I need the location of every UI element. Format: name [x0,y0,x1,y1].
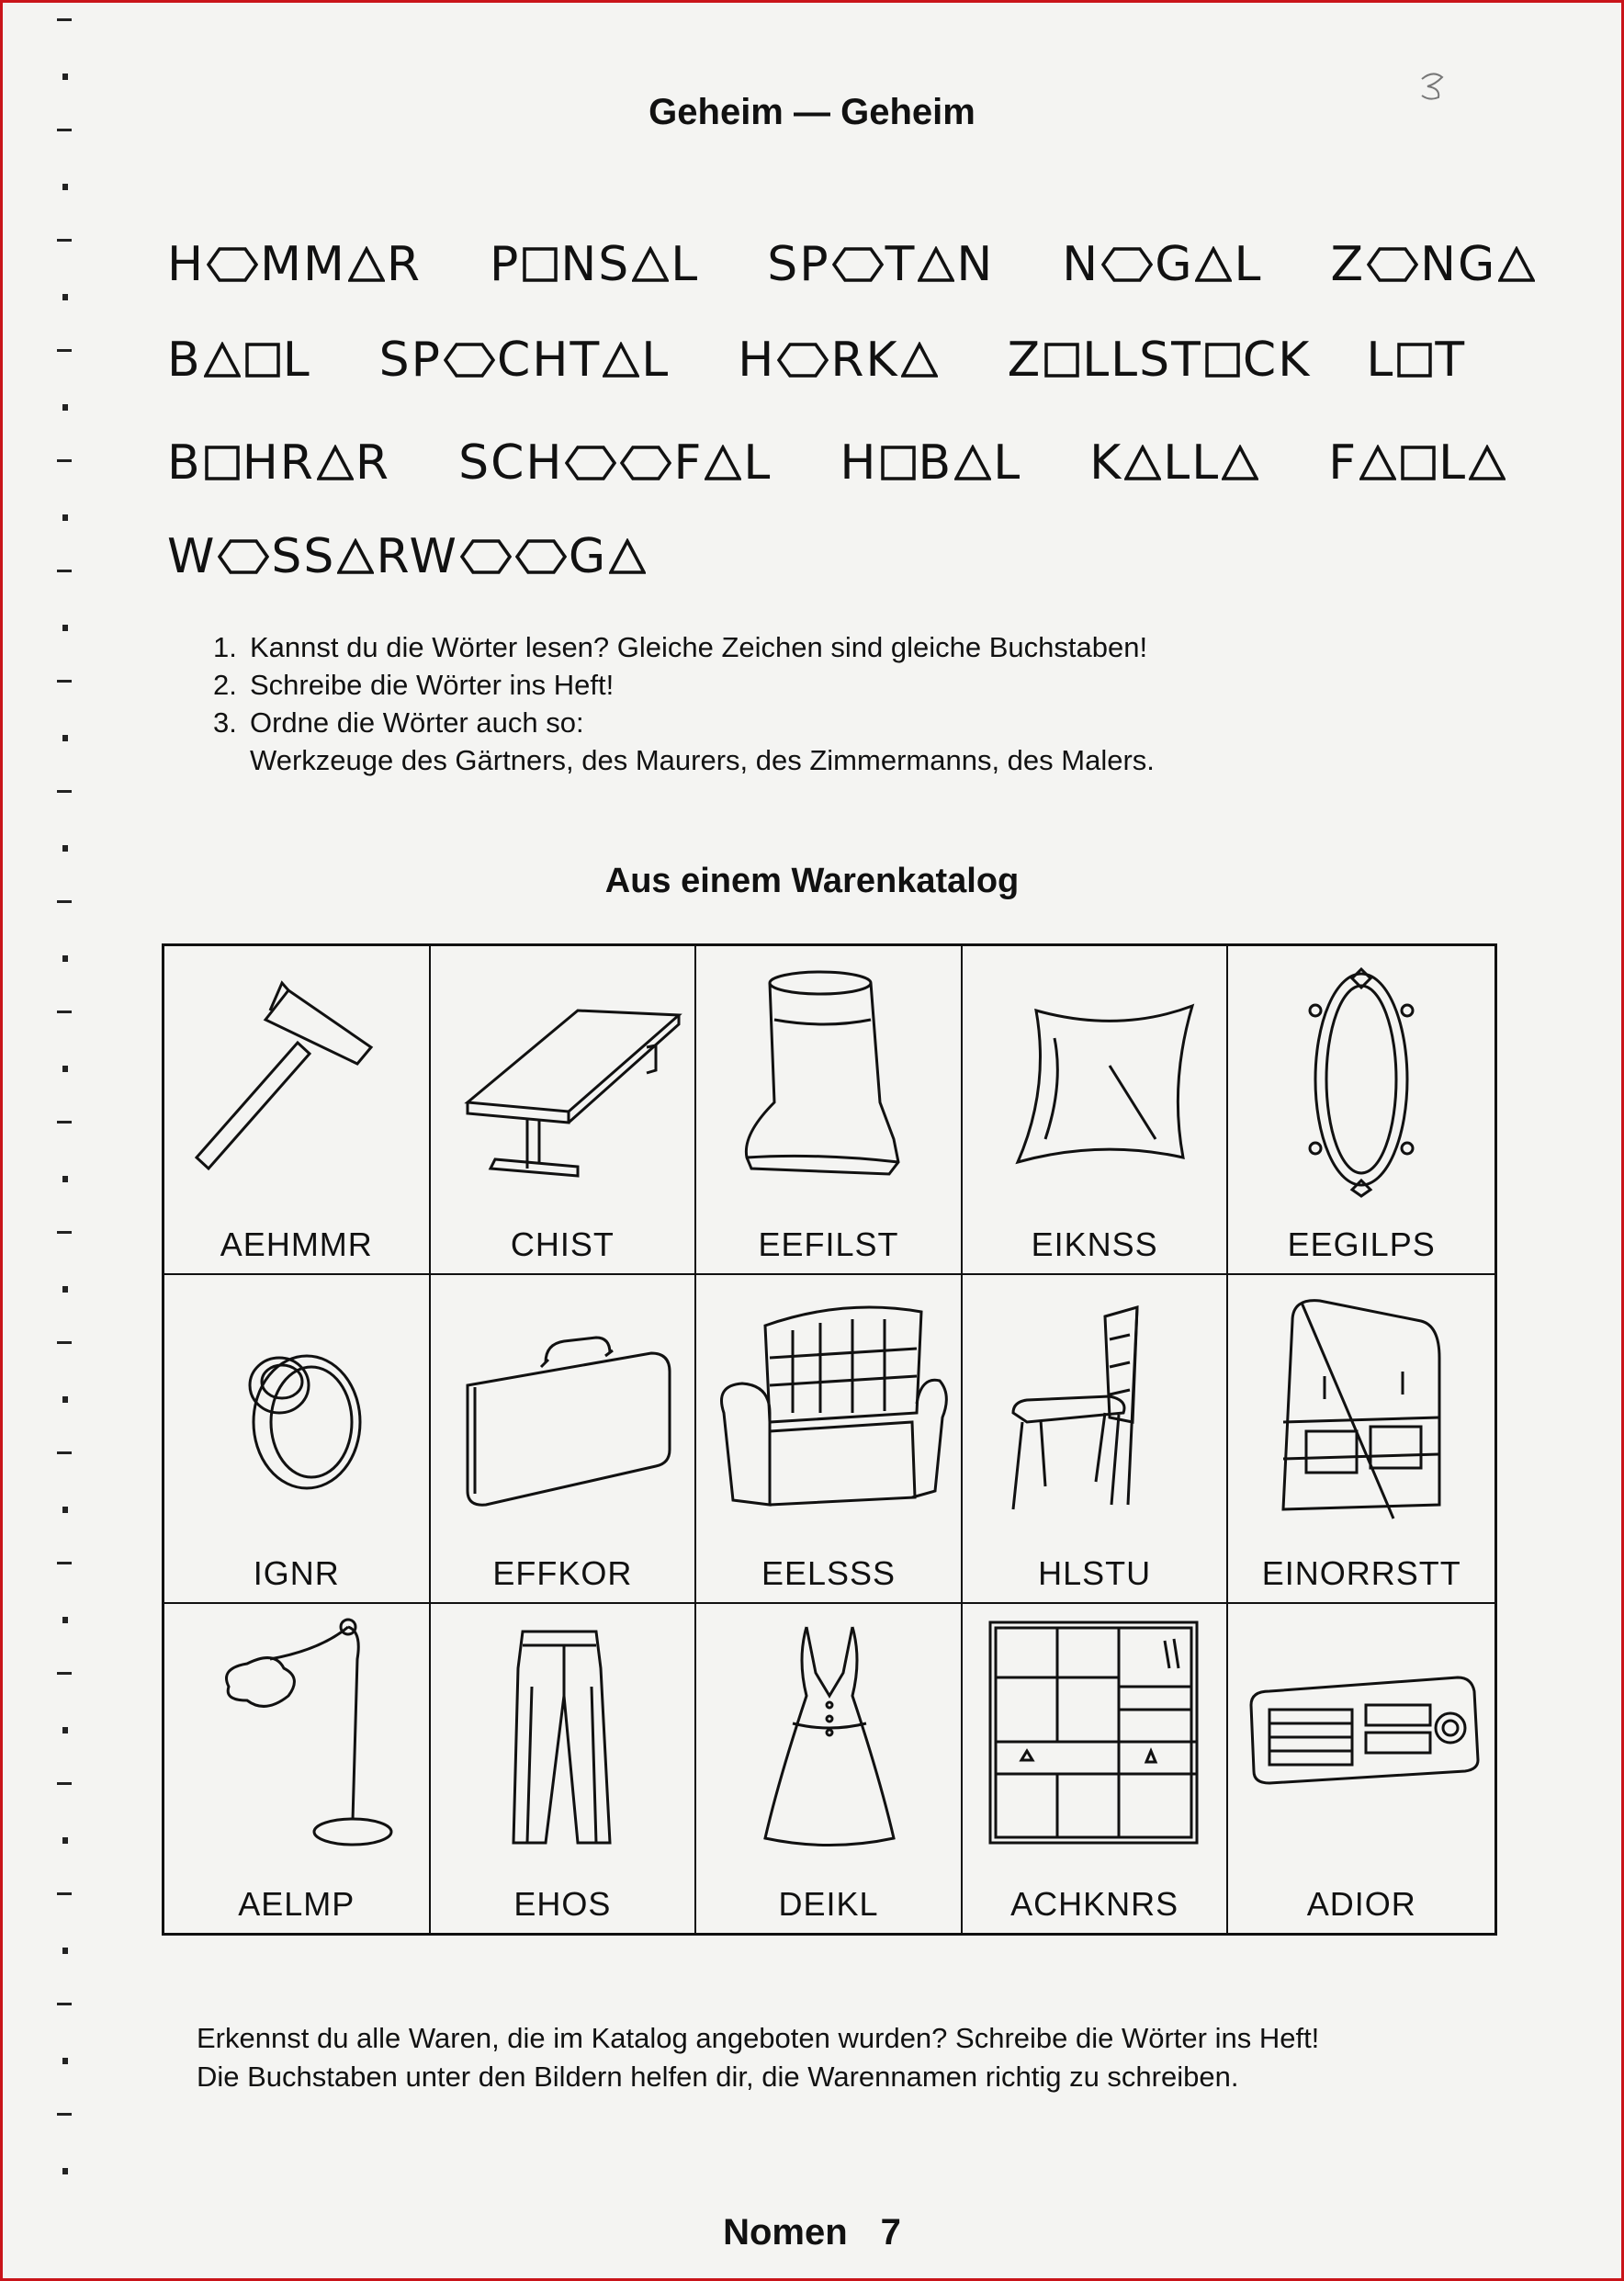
catalog-cell [696,946,963,1275]
triangle-icon [705,445,741,481]
hexagon-icon [218,538,269,575]
code-word: K LL [1089,435,1260,491]
binding-mark [57,2003,72,2005]
catalog-cell [431,946,697,1275]
dress-icon [705,1613,953,1861]
binding-mark [62,1948,68,1954]
item-label: ADIOR [1306,1885,1416,1923]
binding-mark [57,1341,72,1344]
code-line-3 [167,426,1508,500]
binding-mark [62,845,68,852]
binding-mark [62,1396,68,1403]
code-word: H RK [738,333,939,388]
binding-mark [57,1672,72,1675]
triangle-icon [317,445,354,481]
ring-icon [174,1284,422,1532]
item-label: EHOS [513,1885,612,1923]
item-label: ACHKNRS [1010,1885,1179,1923]
hexagon-icon [565,445,616,481]
hexagon-icon [444,342,495,378]
catalog-cell [963,1275,1229,1604]
code-word: SP T N [767,237,995,292]
code-word: SCH F L [458,435,773,491]
binding-mark [57,1011,72,1013]
catalog-cell [164,946,431,1275]
binding-mark [57,570,72,572]
footer-section: Nomen [723,2212,848,2253]
trousers-icon [440,1613,688,1861]
binding-mark [62,184,68,190]
hexagon-icon [1101,246,1153,283]
triangle-icon [1469,445,1506,481]
binding-mark [62,735,68,741]
corner-scribble [1415,68,1455,109]
triangle-icon [1498,246,1535,283]
task-list [213,628,1407,779]
mirror-icon [1237,955,1485,1203]
item-label: IGNR [253,1554,340,1592]
binding-mark [57,1231,72,1234]
triangle-icon [609,538,646,575]
binding-mark [57,239,72,242]
triangle-icon [632,246,669,283]
square-icon [1043,342,1080,378]
square-icon [1204,342,1241,378]
code-word: F L [1328,435,1507,491]
item-label: AEHMMR [220,1225,373,1263]
radio-icon [1237,1613,1485,1861]
item-label: EIKNSS [1031,1225,1158,1263]
code-word: B L [167,333,311,388]
binding-mark [62,1066,68,1072]
hammer-icon [174,955,422,1203]
triangle-icon [1359,445,1396,481]
catalog-cell [1228,946,1494,1275]
catalog-cell [696,1275,963,1604]
square-icon [880,445,917,481]
code-line-2 [167,323,1508,397]
catalog-cell [963,1604,1229,1933]
catalog-cell [164,1275,431,1604]
catalog-cell [963,946,1229,1275]
page-number: 7 [880,2212,901,2253]
triangle-icon [204,342,241,378]
code-word: N G L [1062,237,1263,292]
cupboard-icon [972,1613,1220,1861]
code-word: Z LLST CK [1007,333,1312,388]
table-icon [440,955,688,1203]
binding-mark [57,1892,72,1895]
binding-mark [57,790,72,793]
binding-mark [62,1286,68,1293]
item-label: EEFILST [758,1225,899,1263]
item-label: CHIST [510,1225,615,1263]
hexagon-icon [515,538,567,575]
triangle-icon [954,445,991,481]
suitcase-icon [440,1284,688,1532]
triangle-icon [348,246,385,283]
task-item: 2. Schreibe die Wörter ins Heft! [213,669,615,701]
code-word: W SS RW G [167,529,648,584]
binding-mark [57,1451,72,1454]
binding-mark [57,349,72,352]
code-word: H B L [840,435,1022,491]
triangle-icon [337,538,374,575]
binding-mark [62,404,68,411]
triangle-icon [901,342,938,378]
binding-mark [57,459,72,462]
triangle-icon [1195,246,1232,283]
item-label: EELSSS [761,1554,897,1592]
instruction-line: Die Buchstaben unter den Bildern helfen dir, die Warennamen richtig zu schreiben. [197,2061,1239,2093]
code-line-4 [167,520,1508,593]
triangle-icon [1124,445,1161,481]
lamp-icon [174,1613,422,1861]
instruction-line: Erkennst du alle Waren, die im Katalog angeboten wurden? Schreibe die Wörter ins Heft! [197,2022,1320,2054]
binding-mark [62,1507,68,1513]
pillow-icon [972,955,1220,1203]
hexagon-icon [460,538,512,575]
item-label: EFFKOR [492,1554,633,1592]
binding-mark [62,514,68,521]
task-item: Werkzeuge des Gärtners, des Maurers, des Zimmermanns, des Malers. [250,744,1155,776]
binding-mark [62,955,68,962]
page-footer [0,2212,1624,2253]
square-icon [244,342,281,378]
hexagon-icon [777,342,829,378]
catalog-cell [164,1604,431,1933]
boot-icon [705,955,953,1203]
item-label: EEGILPS [1287,1225,1436,1263]
triangle-icon [603,342,639,378]
binding-marks [57,18,73,2260]
binding-mark [57,1782,72,1785]
binding-mark [57,1562,72,1564]
item-label: HLSTU [1038,1554,1152,1592]
binding-mark [62,625,68,631]
binding-mark [62,294,68,300]
catalog-cell [431,1604,697,1933]
square-icon [204,445,241,481]
code-word: Z NG [1330,237,1537,292]
task-item: 3. Ordne die Wörter auch so: [213,706,584,739]
binding-mark [62,1727,68,1733]
code-word: H MM R [167,237,422,292]
item-label: DEIKL [778,1885,879,1923]
item-label: AELMP [238,1885,355,1923]
catalog-cell [1228,1275,1494,1604]
catalog-title: Aus einem Warenkatalog [604,862,1020,900]
code-word: SP CHT L [378,333,671,388]
binding-mark [57,680,72,683]
catalog-grid [162,943,1497,1936]
binding-mark [57,1121,72,1124]
binding-mark [62,1837,68,1844]
binding-mark [62,1176,68,1182]
hexagon-icon [620,445,671,481]
hexagon-icon [207,246,258,283]
catalog-cell [431,1275,697,1604]
binding-mark [62,1617,68,1623]
square-icon [1396,342,1433,378]
catalog-cell [1228,1604,1494,1933]
armchair-icon [705,1284,953,1532]
hexagon-icon [1367,246,1418,283]
chair-icon [972,1284,1220,1532]
binding-mark [62,73,68,80]
instruction-text [197,2019,1574,2096]
square-icon [522,246,558,283]
binding-mark [62,2058,68,2064]
item-label: EINORRSTT [1261,1554,1461,1592]
triangle-icon [1222,445,1258,481]
task-item: 1. Kannst du die Wörter lesen? Gleiche Zeichen sind gleiche Buchstaben! [213,631,1148,663]
code-word: P NS L [489,237,700,292]
code-line-1 [167,228,1508,301]
code-word: L T [1366,333,1467,388]
triangle-icon [918,246,954,283]
hexagon-icon [832,246,884,283]
backpack-icon [1237,1284,1485,1532]
square-icon [1400,445,1437,481]
binding-mark [57,18,72,21]
page-title: Geheim — Geheim [648,92,976,132]
code-word: B HR R [167,435,391,491]
catalog-cell [696,1604,963,1933]
binding-mark [57,2113,72,2116]
binding-mark [62,2168,68,2174]
